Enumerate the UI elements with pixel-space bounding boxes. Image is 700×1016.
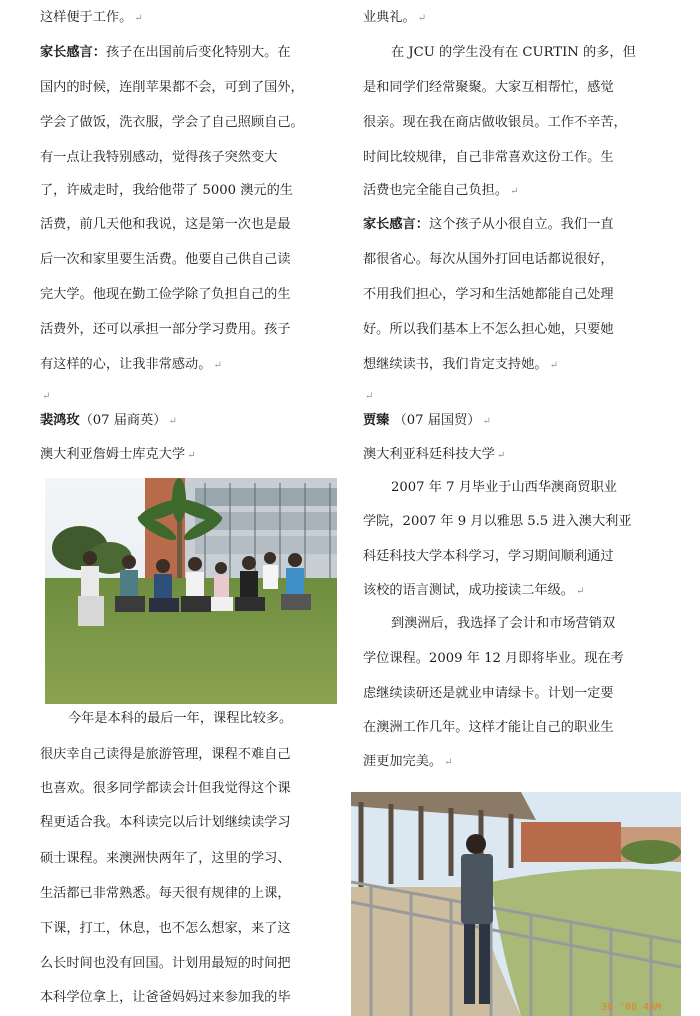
line-text: 了，许威走时，我给他带了 5000 澳元的生 (40, 183, 293, 198)
text-line (363, 686, 614, 702)
line-text: 科廷科技大学本科学习，学习期间顺利通过 (363, 549, 614, 564)
line-text: 活费也完全能自己负担。 (363, 183, 509, 198)
line-text: 后一次和家里要生活费。他要自己供自己读 (40, 252, 291, 267)
text-line (363, 514, 632, 530)
text-line (40, 183, 293, 199)
line-text: 国内的时候，连削苹果都不会，可到了国外， (40, 80, 304, 95)
text-line (363, 252, 614, 268)
text-line (363, 480, 617, 496)
text-line (40, 10, 143, 26)
line-text: 孩子在出国前后变化特别大。在 (105, 45, 291, 60)
paragraph-mark-icon: ↵ (576, 586, 585, 597)
line-text: 都很省心。每次从国外打回电话都说很好， (363, 252, 614, 267)
text-line (363, 115, 627, 131)
line-text: 很庆幸自己读得是旅游管理，课程不难自己 (40, 747, 291, 762)
text-line (363, 322, 614, 338)
text-line (363, 413, 491, 429)
paragraph-mark-icon: ↵ (417, 13, 427, 24)
campus-portrait-photo (351, 792, 681, 1016)
text-line (40, 252, 291, 268)
text-line (40, 413, 177, 429)
bold-label: 贾臻 (363, 413, 390, 428)
line-text: 澳大利亚科廷科技大学 (363, 447, 495, 462)
text-line (363, 80, 614, 96)
paragraph-mark-icon: ↵ (549, 360, 559, 371)
paragraph-mark-icon: ↵ (482, 416, 491, 427)
paragraph-mark-icon: ↵ (42, 391, 51, 402)
line-text: 想继续读书，我们肯定支持她。 (363, 357, 548, 372)
text-line (363, 287, 614, 303)
text-line (363, 150, 614, 166)
text-line (363, 549, 614, 565)
text-line (40, 115, 304, 131)
line-text: 生活都已非常熟悉。每天很有规律的上课， (40, 886, 291, 901)
line-text: 活费外，还可以承担一部分学习费用。孩子 (40, 322, 291, 337)
line-text: 也喜欢。很多同学都读会计但我觉得这个课 (40, 781, 291, 796)
text-line (40, 815, 291, 831)
text-line (363, 583, 584, 599)
text-line (40, 80, 304, 96)
line-text: 硕士课程。来澳洲快两年了，这里的学习、 (40, 851, 291, 866)
line-text: 程更适合我。本科读完以后计划继续读学习 (40, 815, 291, 830)
text-line (40, 322, 291, 338)
line-text: 在澳洲工作几年。这样才能让自己的职业生 (363, 720, 614, 735)
paragraph-mark-icon: ↵ (496, 450, 506, 461)
line-text: 有一点让我特别感动，觉得孩子突然变大 (40, 150, 278, 165)
line-text: 2007 年 7 月毕业于山西华澳商贸职业 (391, 480, 617, 495)
text-line (363, 651, 624, 667)
date-stamp: 30 '08 4AM (601, 1002, 662, 1013)
line-text: 到澳洲后，我选择了会计和市场营销双 (391, 616, 616, 631)
text-line (363, 45, 636, 61)
paragraph-mark-icon: ↵ (365, 391, 374, 402)
line-text: 学位课程。2009 年 12 月即将毕业。现在考 (363, 651, 624, 666)
text-line (40, 711, 292, 727)
line-text: 学院，2007 年 9 月以雅思 5.5 进入澳大利亚 (363, 514, 632, 529)
text-line (40, 851, 291, 867)
line-text: 在 JCU 的学生没有在 CURTIN 的多，但 (391, 45, 636, 60)
line-text: 业典礼。 (363, 10, 416, 25)
text-line (363, 183, 518, 199)
line-text: 该校的语言测试，成功接读二年级。 (363, 583, 574, 598)
group-photo-campus (45, 478, 337, 704)
line-text: 今年是本科的最后一年，课程比较多。 (68, 711, 293, 726)
paragraph-mark-icon: ↵ (510, 186, 519, 197)
line-text: 活费，前几天他和我说，这是第一次也是最 (40, 217, 291, 232)
line-text: 有这样的心，让我非常感动。 (40, 357, 212, 372)
text-line (40, 921, 291, 937)
text-line (40, 357, 222, 373)
text-line (40, 150, 277, 166)
campus-portrait-image (351, 792, 681, 1016)
paragraph-mark-icon: ↵ (187, 450, 196, 461)
line-text: 很亲。现在我在商店做收银员。工作不辛苦， (363, 115, 627, 130)
line-text: 本科学位拿上，让爸爸妈妈过来参加我的毕 (40, 990, 291, 1005)
line-text: 完大学。他现在勤工俭学除了负担自己的生 (40, 287, 291, 302)
bold-label: 裴鸿玫 (40, 413, 80, 428)
text-line (363, 217, 614, 233)
text-line (363, 616, 615, 632)
text-line (363, 447, 505, 463)
text-line (363, 720, 614, 736)
text-line (40, 956, 291, 972)
paragraph-mark-icon: ↵ (168, 416, 177, 427)
line-text: 这个孩子从小很自立。我们一直 (428, 217, 614, 232)
text-line (363, 357, 558, 373)
text-line (363, 754, 453, 770)
paragraph-mark-icon: ↵ (444, 757, 453, 768)
line-text: （07 届商英） (79, 413, 167, 428)
line-text: 时间比较规律，自己非常喜欢这份工作。生 (363, 150, 614, 165)
text-line (40, 886, 291, 902)
line-text: 好。所以我们基本上不怎么担心她，只要她 (363, 322, 614, 337)
text-line (363, 10, 426, 26)
text-line (40, 990, 291, 1006)
line-text: 是和同学们经常聚聚。大家互相帮忙，感觉 (363, 80, 614, 95)
text-line (40, 217, 291, 233)
line-text: 澳大利亚詹姆士库克大学 (40, 447, 186, 462)
text-line (40, 747, 291, 763)
paragraph-mark-icon: ↵ (134, 13, 143, 24)
text-line (40, 388, 50, 404)
line-text: 下课，打工，休息，也不怎么想家，来了这 (40, 921, 291, 936)
group-photo-image (45, 478, 337, 704)
line-text: 虑继续读研还是就业申请绿卡。计划一定要 (363, 686, 614, 701)
text-line (40, 45, 291, 61)
line-text: 涯更加完美。 (363, 754, 443, 769)
line-text: 不用我们担心，学习和生活她都能自己处理 (363, 287, 614, 302)
text-line (40, 781, 291, 797)
line-text: 么长时间也没有回国。计划用最短的时间把 (40, 956, 291, 971)
line-text: （07 届国贸） (389, 413, 481, 428)
text-line (40, 287, 291, 303)
text-line (40, 447, 195, 463)
bold-label: 家长感言： (363, 217, 429, 232)
line-text: 学会了做饭，洗衣服，学会了自己照顾自己。 (40, 115, 304, 130)
line-text: 这样便于工作。 (40, 10, 133, 25)
bold-label: 家长感言： (40, 45, 106, 60)
paragraph-mark-icon: ↵ (213, 360, 222, 371)
text-line (363, 388, 373, 404)
